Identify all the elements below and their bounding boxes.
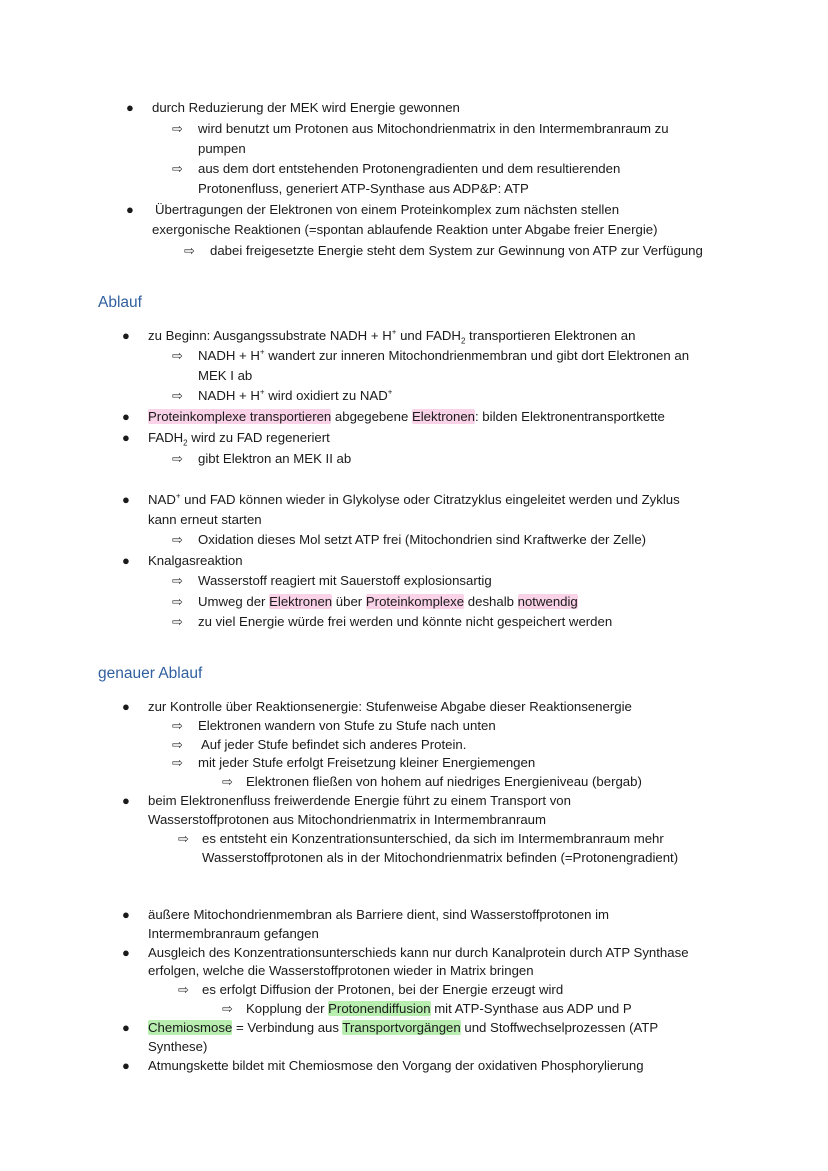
text-line: Übertragungen der Elektronen von einem Proteinkomplex zum nächsten stellen [155,202,620,217]
text-line: zu Beginn: Ausgangssubstrate NADH + H+ und $FADH_2$ transportieren Elektronen an [148,327,636,346]
text-line: Oxidation dieses Mol setzt ATP frei (Mitochondrien sind Kraftwerke der Zelle) [198,532,647,547]
highlight-green: Transportvorgängen [342,1020,461,1035]
text-line: Ausgleich des Konzentrationsunterschieds kann nur durch Kanalprotein durch ATP Synthase [148,945,689,960]
arrow-icon: ⇨ [172,532,183,547]
arrow-icon: ⇨ [172,755,183,770]
text-line: Knalgasreaktion [148,553,243,568]
arrow-icon: ⇨ [172,388,183,403]
text-line: dabei freigesetzte Energie steht dem System zur Gewinnung von ATP zur Verfügung [210,243,703,258]
text-line: Protonenfluss, generiert ATP-Synthase aus ADP&P: ATP [198,181,529,196]
text-line: Synthese) [148,1039,208,1054]
arrow-icon: ⇨ [172,121,183,136]
text-line: NADH + H+ wandert zur inneren Mitochondrienmembran und gibt dort Elektronen an [198,347,690,363]
text-line: Wasserstoff reagiert mit Sauerstoff explosionsartig [198,573,492,588]
text-line: MEK I ab [198,368,253,383]
text-line: aus dem dort entstehenden Protonengradienten und dem resultierenden [198,161,621,176]
text-line: Intermembranraum gefangen [148,926,319,941]
text-line: Proteinkomplexe transportieren abgegebene Elektronen: bilden Elektronentransportkette [148,409,665,424]
text-line: Auf jeder Stufe befindet sich anderes Protein. [201,737,467,752]
text-line: NADH + H+ wird oxidiert zu NAD+ [198,387,393,403]
text-line: es erfolgt Diffusion der Protonen, bei der Energie erzeugt wird [202,982,564,997]
bullet-dot: ● [122,793,130,808]
arrow-icon: ⇨ [222,774,233,789]
highlight-pink: Proteinkomplexe [365,594,465,609]
text-line: zur Kontrolle über Reaktionsenergie: Stufenweise Abgabe dieser Reaktionsenergie [148,699,632,714]
bullet-dot: ● [122,1020,130,1035]
text-line: $FADH_2$ wird zu FAD regeneriert [148,430,330,448]
text-line: Elektronen fließen von hohem auf niedriges Energieniveau (bergab) [246,774,642,789]
bullet-dot: ● [122,409,130,424]
bullet-dot: ● [122,699,130,714]
arrow-icon: ⇨ [172,614,183,629]
text-line: Elektronen wandern von Stufe zu Stufe nach unten [198,718,496,733]
bullet-dot: ● [126,100,134,115]
text-line: Kopplung der Protonendiffusion mit ATP-Synthase aus ADP und P [246,1001,632,1016]
highlight-pink: notwendig [517,594,578,609]
highlight-pink: Elektronen [411,409,475,424]
text-line: Atmungskette bildet mit Chemiosmose den Vorgang der oxidativen Phosphorylierung [148,1058,644,1073]
text-line: Umweg der Elektronen über Proteinkomplexe deshalb notwendig [198,594,578,609]
arrow-icon: ⇨ [172,718,183,733]
bullet-dot: ● [122,492,130,507]
arrow-icon: ⇨ [178,831,189,846]
bullet-dot: ● [122,553,130,568]
arrow-icon: ⇨ [172,594,183,609]
text-line: mit jeder Stufe erfolgt Freisetzung kleiner Energiemengen [198,755,536,770]
text-line: erfolgen, welche die Wasserstoffprotonen wieder in Matrix bringen [148,963,534,978]
bullet-dot: ● [126,202,134,217]
text-line: pumpen [198,141,246,156]
highlight-green: Chemiosmose [148,1020,233,1035]
arrow-icon: ⇨ [172,451,183,466]
text-line: durch Reduzierung der MEK wird Energie gewonnen [152,100,460,115]
text-line: gibt Elektron an MEK II ab [198,451,352,466]
text-line: Chemiosmose = Verbindung aus Transportvorgängen und Stoffwechselprozessen (ATP [148,1020,659,1035]
arrow-icon: ⇨ [178,982,189,997]
text-line: kann erneut starten [148,512,262,527]
arrow-icon: ⇨ [172,573,183,588]
bullet-dot: ● [122,945,130,960]
arrow-icon: ⇨ [172,348,183,363]
text-line: Wasserstoffprotonen aus Mitochondrienmatrix in Intermembranraum [148,812,546,827]
text-line: NAD+ und FAD können wieder in Glykolyse oder Citratzyklus eingeleitet werden und Zyklus [148,491,680,507]
section-heading-genauer-ablauf: genauer Ablauf [98,665,203,682]
bullet-dot: ● [122,328,130,343]
arrow-icon: ⇨ [222,1001,233,1016]
text-line: Wasserstoffprotonen als in der Mitochondrienmatrix befinden (=Protonengradient) [202,850,679,865]
arrow-icon: ⇨ [172,161,183,176]
text-line: zu viel Energie würde frei werden und könnte nicht gespeichert werden [198,614,613,629]
highlight-pink: Proteinkomplexe transportieren [148,409,332,424]
text-line: wird benutzt um Protonen aus Mitochondrienmatrix in den Intermembranraum zu [198,121,669,136]
bullet-dot: ● [122,1058,130,1073]
section-heading-ablauf: Ablauf [98,294,142,311]
bullet-dot: ● [122,430,130,445]
highlight-pink: Elektronen [269,594,333,609]
text-line: exergonische Reaktionen (=spontan ablaufende Reaktion unter Abgabe freier Energie) [152,222,658,237]
text-line: beim Elektronenfluss freiwerdende Energie führt zu einem Transport von [148,793,571,808]
arrow-icon: ⇨ [184,243,195,258]
text-line: es entsteht ein Konzentrationsunterschied, da sich im Intermembranraum mehr [202,831,664,846]
bullet-dot: ● [122,907,130,922]
highlight-green: Protonendiffusion [328,1001,431,1016]
arrow-icon: ⇨ [172,737,183,752]
text-line: äußere Mitochondrienmembran als Barriere dient, sind Wasserstoffprotonen im [148,907,610,922]
